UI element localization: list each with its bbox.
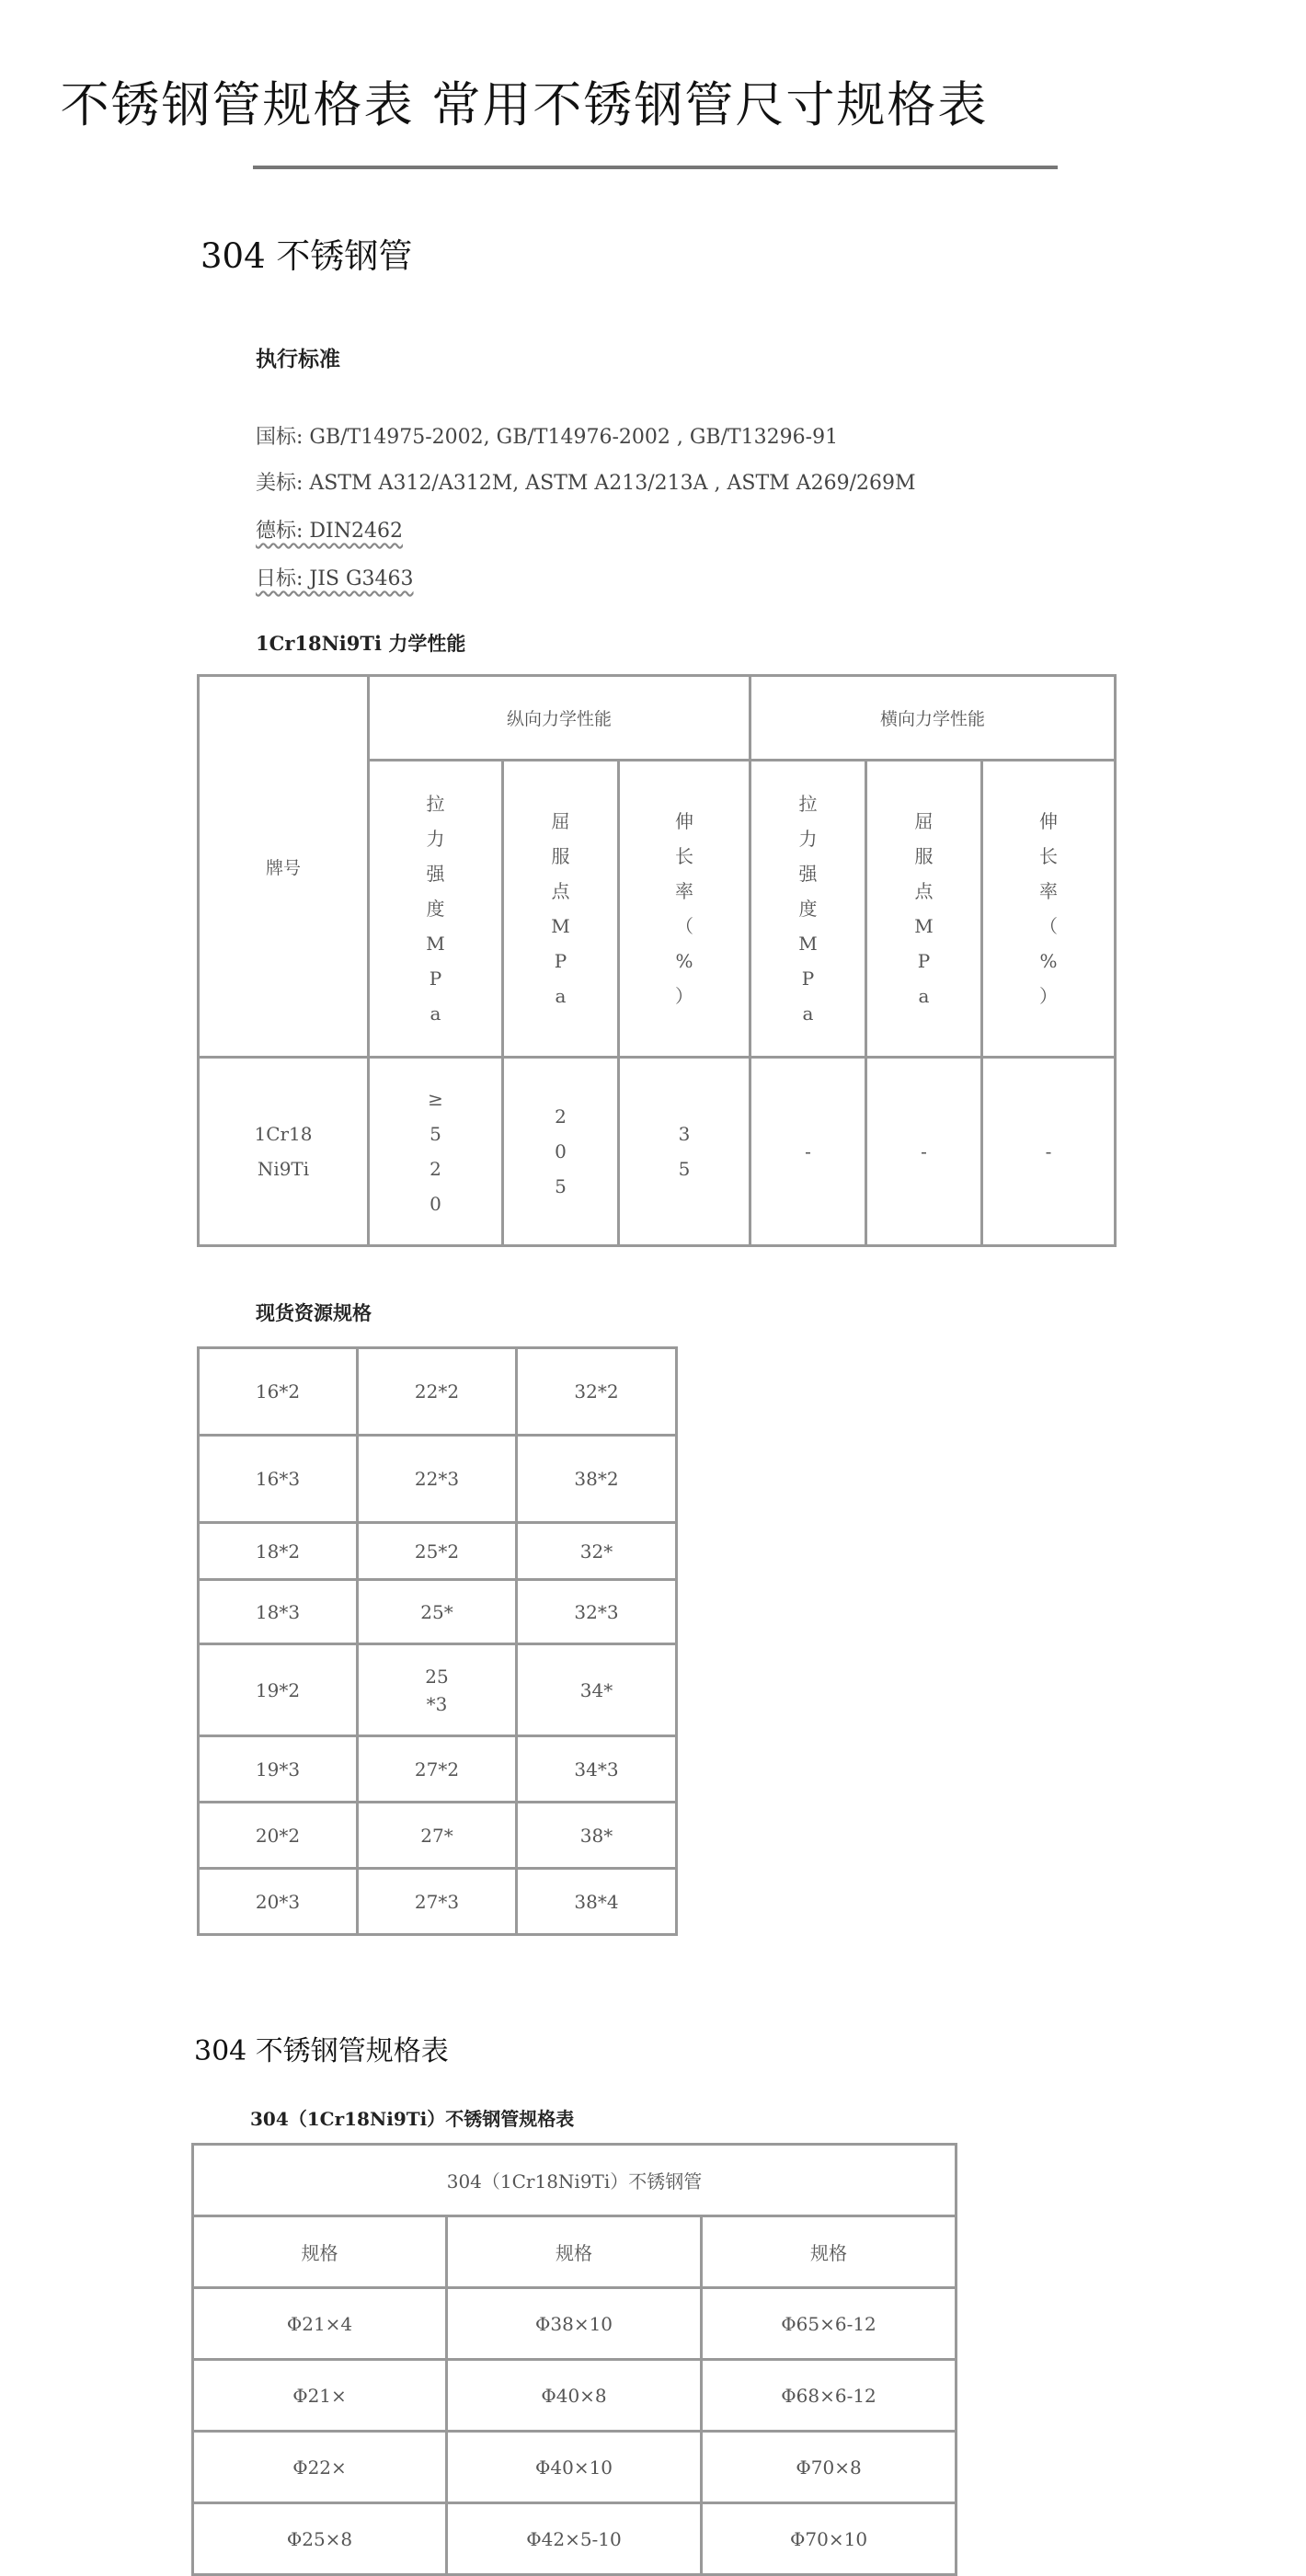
spec-col-header: 规格 [193,2216,447,2288]
stock-spec-cell: 18*2 [199,1523,358,1580]
title-divider [253,166,1058,169]
transverse-header: 横向力学性能 [750,676,1116,761]
table-row [199,1523,677,1580]
spec-cell: Φ22× [193,2432,447,2503]
value-cell: - [750,1058,866,1246]
page-title: 不锈钢管规格表 常用不锈钢管尺寸规格表 [60,77,989,133]
spec-cell: Φ21×4 [193,2288,447,2360]
stock-spec-cell: 27*2 [358,1736,517,1803]
table-row [199,1869,677,1935]
spec-col-header: 规格 [702,2216,957,2288]
value-cell: 2 0 5 [503,1058,619,1246]
section-heading-spec: 304 不锈钢管规格表 [194,2035,449,2067]
section-heading-304: 304 不锈钢管 [200,236,413,276]
spec-cell: Φ25×8 [193,2503,447,2575]
spec-cell: Φ65×6-12 [702,2288,957,2360]
value-cell: 3 5 [619,1058,750,1246]
stock-spec-cell: 19*3 [199,1736,358,1803]
standard-gb: 国标: GB/T14975-2002, GB/T14976-2002 , GB/T13296-91 [256,426,839,449]
table-row [199,1644,677,1736]
table-row [199,1436,677,1523]
elongation-header: 伸 长 率 （ % ） [619,761,750,1058]
tensile-strength-header: 拉 力 强 度 M P a [369,761,503,1058]
spec-cell: Φ40×10 [447,2432,702,2503]
spec-cell: Φ40×8 [447,2360,702,2432]
spec-table-caption: 304（1Cr18Ni9Ti）不锈钢管规格表 [250,2108,575,2130]
value-cell: - [866,1058,982,1246]
stock-spec-cell: 32*2 [517,1348,677,1436]
spec-cell: Φ38×10 [447,2288,702,2360]
stock-specs-table [197,1346,678,1936]
stock-spec-cell: 22*3 [358,1436,517,1523]
stock-spec-cell: 27*3 [358,1869,517,1935]
value-cell: ≥ 5 2 0 [369,1058,503,1246]
exec-standard-label: 执行标准 [256,347,340,372]
grade-cell: 1Cr18 Ni9Ti [199,1058,369,1246]
table-row [199,1580,677,1644]
spec-cell: Φ68×6-12 [702,2360,957,2432]
stock-spec-cell: 22*2 [358,1348,517,1436]
stock-spec-cell: 20*3 [199,1869,358,1935]
spec-cell: Φ70×8 [702,2432,957,2503]
table-row [193,2360,957,2432]
spec-table [191,2143,957,2576]
grade-header: 牌号 [199,676,369,1058]
stock-spec-cell: 32* [517,1523,677,1580]
mechanical-properties-table [197,674,1117,1247]
table-row [193,2503,957,2575]
spec-table-header: 304（1Cr18Ni9Ti）不锈钢管 [193,2145,957,2216]
yield-point-header: 屈 服 点 M P a [503,761,619,1058]
stock-spec-cell: 38*2 [517,1436,677,1523]
stock-spec-cell: 25* [358,1580,517,1644]
stock-spec-cell: 38*4 [517,1869,677,1935]
table-row [193,2288,957,2360]
value-cell: - [982,1058,1116,1246]
stock-spec-cell: 27* [358,1803,517,1869]
stock-spec-cell: 19*2 [199,1644,358,1736]
standard-astm: 美标: ASTM A312/A312M, ASTM A213/213A , ASTM A269/269M [256,472,916,495]
stock-spec-cell: 18*3 [199,1580,358,1644]
yield-point-header: 屈 服 点 M P a [866,761,982,1058]
stock-spec-cell: 25 *3 [358,1644,517,1736]
stock-spec-cell: 38* [517,1803,677,1869]
table-row [193,2432,957,2503]
mech-table-caption: 1Cr18Ni9Ti 力学性能 [256,632,466,655]
stock-spec-cell: 32*3 [517,1580,677,1644]
tensile-strength-header: 拉 力 强 度 M P a [750,761,866,1058]
longitudinal-header: 纵向力学性能 [369,676,750,761]
spec-cell: Φ70×10 [702,2503,957,2575]
table-row [199,1348,677,1436]
elongation-header: 伸 长 率 （ % ） [982,761,1116,1058]
stock-spec-cell: 34* [517,1644,677,1736]
spec-col-header: 规格 [447,2216,702,2288]
stock-spec-cell: 20*2 [199,1803,358,1869]
stock-spec-cell: 34*3 [517,1736,677,1803]
stock-spec-cell: 25*2 [358,1523,517,1580]
spec-cell: Φ42×5-10 [447,2503,702,2575]
stock-spec-cell: 16*3 [199,1436,358,1523]
standard-din: 德标: DIN2462 [256,520,403,543]
stock-spec-cell: 16*2 [199,1348,358,1436]
standard-jis: 日标: JIS G3463 [256,567,414,590]
table-row [199,1736,677,1803]
stock-table-caption: 现货资源规格 [256,1301,372,1324]
table-row [199,1803,677,1869]
spec-cell: Φ21× [193,2360,447,2432]
